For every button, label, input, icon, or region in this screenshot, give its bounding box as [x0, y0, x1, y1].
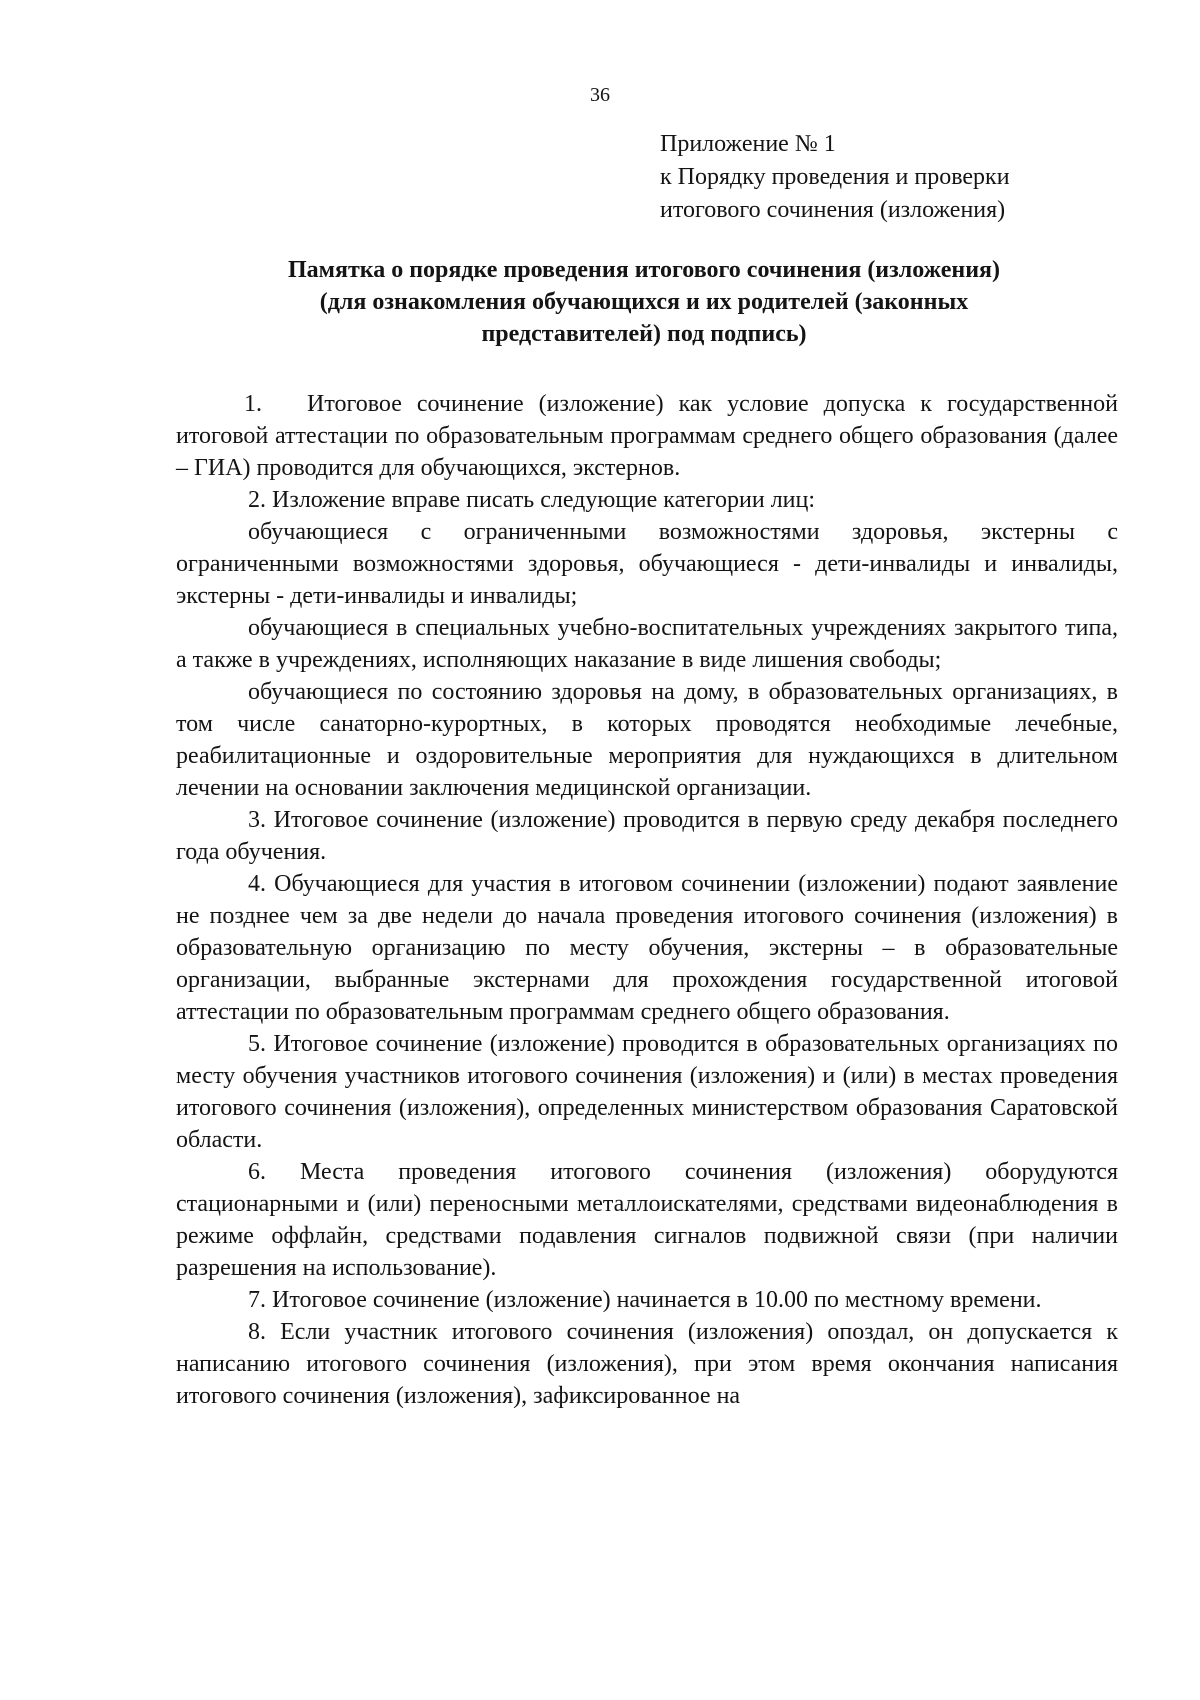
paragraph-category-home-study: обучающиеся по состоянию здоровья на дому, в образовательных организациях, в том числе санаторно-курортных, в которых проводятся необходимые лечебные, реабилитационные и оздоровительные мероприятия для нуждающихся в длительном лечении на основании заключения медицинской организации. — [176, 679, 1118, 801]
paragraph-item-5: 5. Итоговое сочинение (изложение) проводится в образовательных организациях по месту обучения участников итогового сочинения (изложения) и (или) в местах проведения итогового сочинения (изложения), определенных министерством образования Саратовской области. — [176, 1031, 1118, 1153]
paragraph-item-6: 6. Места проведения итогового сочинения (изложения) оборудуются стационарными и (или) переносными металлоискателями, средствами видеонаблюдения в режиме оффлайн, средствами подавления сигналов подвижной связи (при наличии разрешения на использование). — [176, 1159, 1118, 1281]
annex-block — [660, 128, 1010, 227]
annex-line: к Порядку проведения и проверки — [660, 164, 1010, 190]
paragraph-category-closed-institutions: обучающиеся в специальных учебно-воспитательных учреждениях закрытого типа, а также в учреждениях, исполняющих наказание в виде лишения свободы; — [176, 615, 1118, 673]
paragraph-item-7: 7. Итоговое сочинение (изложение) начинается в 10.00 по местному времени. — [248, 1287, 1042, 1313]
paragraph-item-8: 8. Если участник итогового сочинения (изложения) опоздал, он допускается к написанию итогового сочинения (изложения), при этом время окончания написания итогового сочинения (изложения), зафиксированное на — [176, 1319, 1118, 1409]
document-title — [160, 254, 1128, 350]
annex-line: Приложение № 1 — [660, 131, 836, 157]
paragraph-item-1: 1. Итоговое сочинение (изложение) как условие допуска к государственной итоговой аттестации по образовательным программам среднего общего образования (далее – ГИА) проводится для обучающихся, экстернов. — [176, 391, 1118, 481]
paragraph-item-2: 2. Изложение вправе писать следующие категории лиц: — [248, 487, 816, 513]
title-line: Памятка о порядке проведения итогового сочинения (изложения) — [287, 257, 1001, 283]
paragraph-item-3: 3. Итоговое сочинение (изложение) проводится в первую среду декабря последнего года обучения. — [176, 807, 1118, 865]
paragraph-item-4: 4. Обучающиеся для участия в итоговом сочинении (изложении) подают заявление не позднее чем за две недели до начала проведения итогового сочинения (изложения) в образовательную организацию по месту обучения, экстерны – в образовательные организации, выбранные экстернами для прохождения государственной итоговой аттестации по образовательным программам среднего общего образования. — [176, 871, 1118, 1025]
document-body — [176, 388, 1118, 1412]
title-line: (для ознакомления обучающихся и их родителей (законных — [319, 289, 969, 315]
paragraph-category-disabled: обучающиеся с ограниченными возможностями здоровья, экстерны с ограниченными возможностями здоровья, обучающиеся - дети-инвалиды и инвалиды, экстерны - дети-инвалиды и инвалиды; — [176, 519, 1118, 609]
annex-line: итогового сочинения (изложения) — [660, 197, 1006, 223]
title-line: представителей) под подпись) — [481, 321, 807, 347]
page-number: 36 — [590, 84, 610, 106]
